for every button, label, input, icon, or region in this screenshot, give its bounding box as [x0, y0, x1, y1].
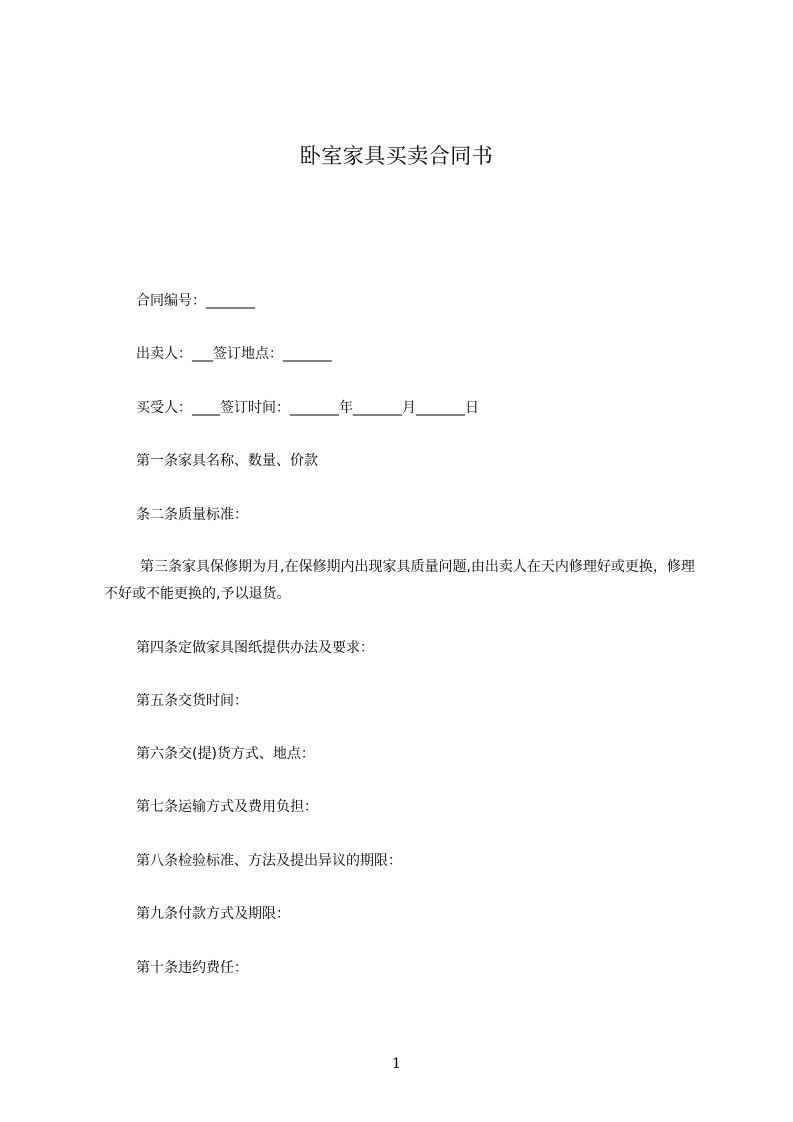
- buyer-line: 买受人：____签订时间：_______年_______月_______日: [136, 400, 479, 416]
- article-2: 条二条质量标准：: [136, 507, 248, 523]
- article-10: 第十条违约费任：: [136, 960, 248, 976]
- page-number: 1: [392, 1056, 401, 1072]
- article-4: 第四条定做家具图纸提供办法及要求：: [136, 640, 374, 656]
- article-8: 第八条检验标准、方法及提出异议的期限：: [136, 853, 402, 869]
- article-7: 第七条运输方式及费用负担：: [136, 799, 318, 815]
- article-1: 第一条家具名称、数量、价款: [136, 453, 318, 469]
- document-title: 卧室家具买卖合同书: [299, 144, 494, 168]
- article-5: 第五条交货时间：: [136, 693, 248, 709]
- article-6: 第六条交(提)货方式、地点：: [136, 746, 315, 762]
- article-3: 第三条家具保修期为月,在保修期内出现家具质量问题,由出卖人在天内修理好或更换，修理不好或不能更换的,予以退货。: [104, 559, 695, 602]
- seller-line: 出卖人：___签订地点：_______: [136, 346, 332, 362]
- article-9: 第九条付款方式及期限：: [136, 906, 290, 922]
- contract-number-line: 合同编号：_______: [136, 293, 255, 309]
